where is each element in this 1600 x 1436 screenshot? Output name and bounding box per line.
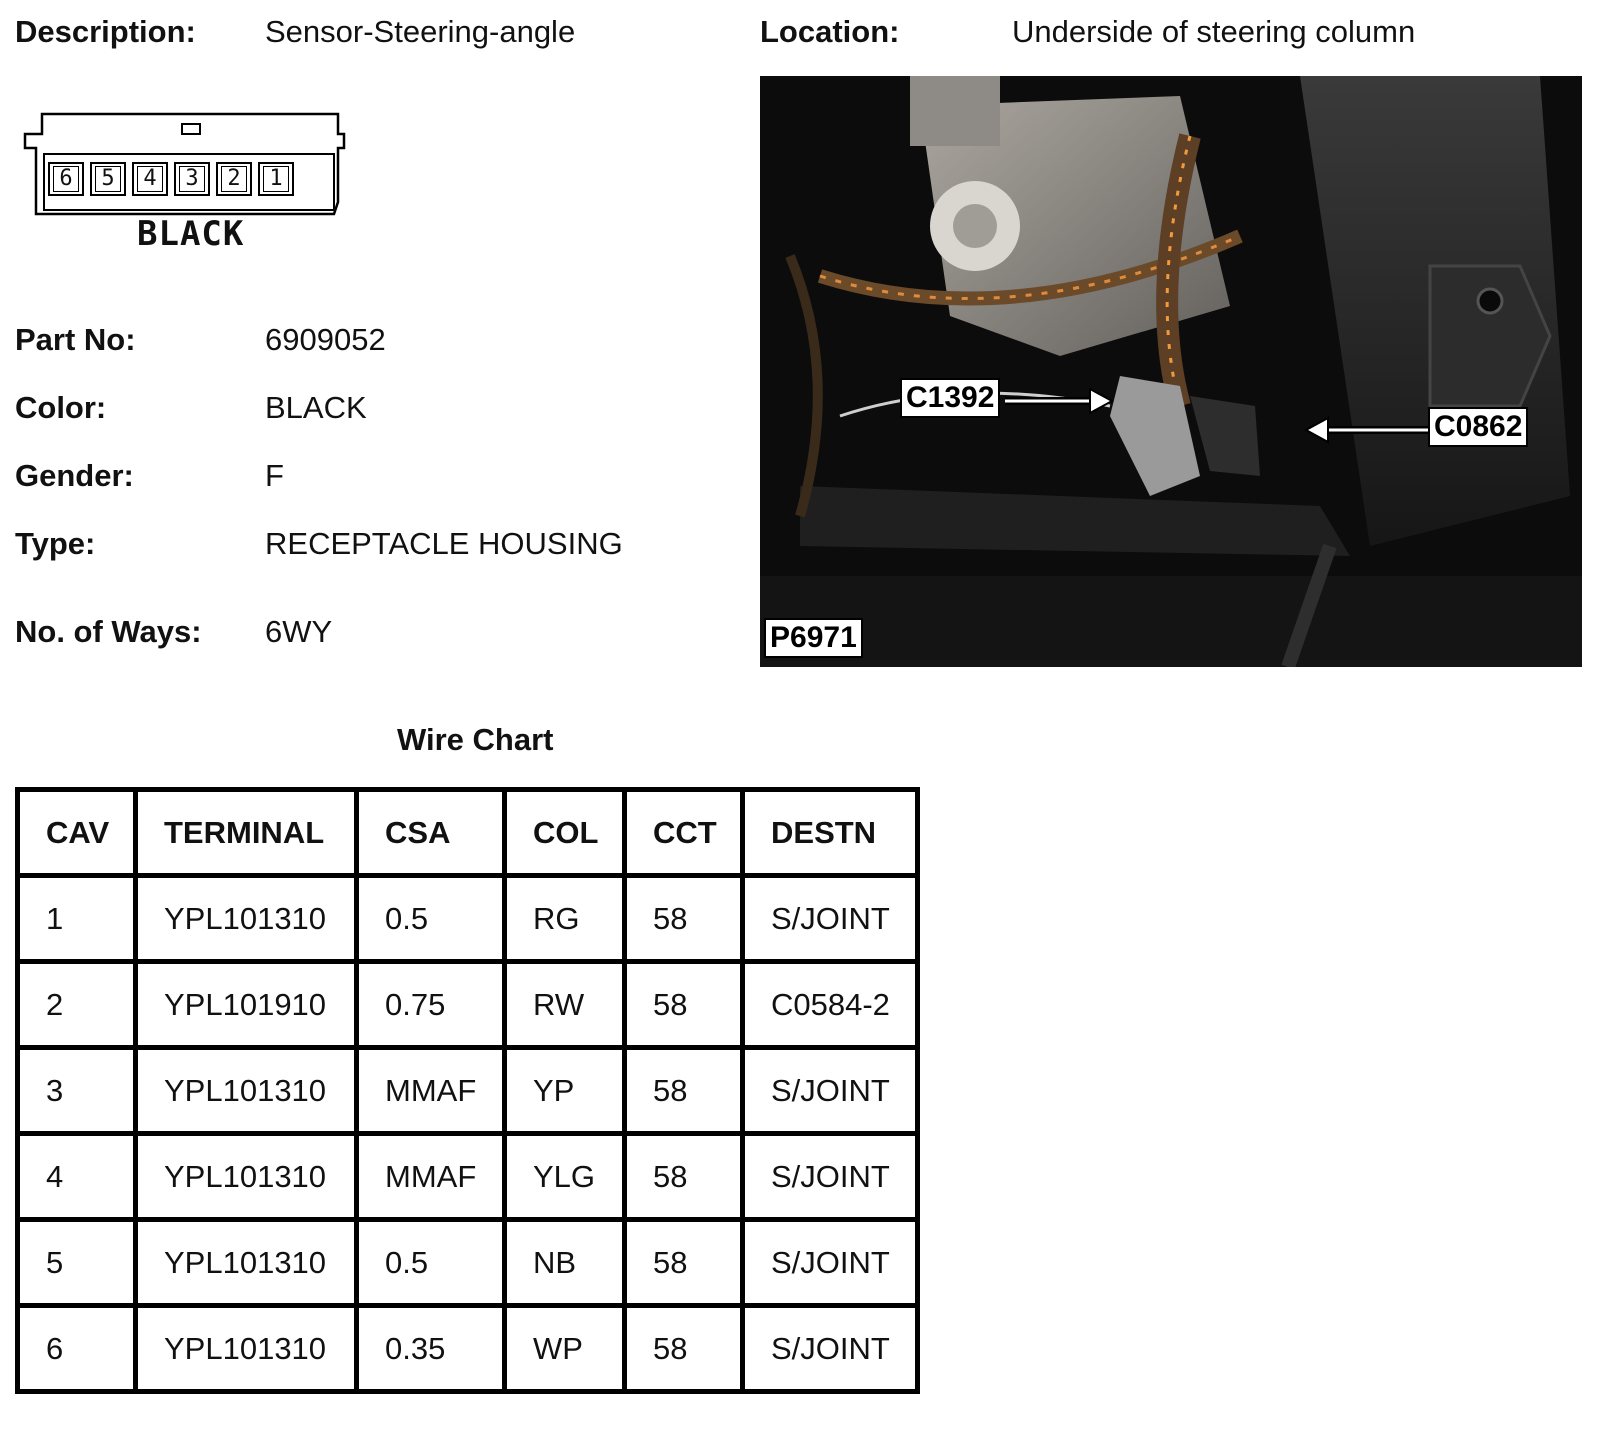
cavity-3 [174,162,210,196]
cell-terminal: YPL101310 [136,1220,357,1306]
table-row [18,962,918,1048]
connector-face-diagram [22,108,352,223]
location-photo [760,76,1582,667]
cell-destn: S/JOINT [743,1220,918,1306]
cell-col: YLG [505,1134,625,1220]
color-value: BLACK [265,390,367,425]
part-no-label: Part No: [15,322,136,357]
header-terminal: TERMINAL [136,790,357,876]
ways-label: No. of Ways: [15,614,202,649]
cavity-6 [48,162,84,196]
cell-col: RG [505,876,625,962]
wire-chart-title: Wire Chart [397,722,554,757]
cavity-2-number: 2 [221,166,247,192]
cell-cav: 4 [18,1134,136,1220]
cavity-5 [90,162,126,196]
table-header-row [18,790,918,876]
cell-destn: C0584-2 [743,962,918,1048]
cell-cav: 6 [18,1306,136,1392]
cavity-4 [132,162,168,196]
header-col: COL [505,790,625,876]
location-value: Underside of steering column [1012,14,1416,49]
cell-col: RW [505,962,625,1048]
description-value: Sensor-Steering-angle [265,14,576,49]
cavity-5-number: 5 [95,166,121,192]
header-cav: CAV [18,790,136,876]
gender-label: Gender: [15,458,134,493]
table-row [18,1220,918,1306]
table-row [18,1048,918,1134]
cell-csa: 0.75 [357,962,505,1048]
header-cct: CCT [625,790,743,876]
cell-terminal: YPL101310 [136,1306,357,1392]
cavity-2 [216,162,252,196]
cell-cav: 1 [18,876,136,962]
callout-c1392: C1392 [900,378,1000,418]
description-label: Description: [15,14,196,49]
table-row [18,1134,918,1220]
photo-id-tag: P6971 [764,618,863,658]
callout-c0862: C0862 [1428,407,1528,447]
cell-col: NB [505,1220,625,1306]
type-label: Type: [15,526,96,561]
cell-terminal: YPL101310 [136,1048,357,1134]
cavity-3-number: 3 [179,166,205,192]
cavity-6-number: 6 [53,166,79,192]
cell-csa: 0.35 [357,1306,505,1392]
header-csa: CSA [357,790,505,876]
cell-cct: 58 [625,1048,743,1134]
cell-terminal: YPL101310 [136,876,357,962]
connector-color-label: BLACK [137,214,245,254]
cell-csa: MMAF [357,1048,505,1134]
cell-csa: 0.5 [357,876,505,962]
cavity-1 [258,162,294,196]
cell-cct: 58 [625,962,743,1048]
cell-destn: S/JOINT [743,1306,918,1392]
type-value: RECEPTACLE HOUSING [265,526,623,561]
cell-destn: S/JOINT [743,1134,918,1220]
cell-terminal: YPL101310 [136,1134,357,1220]
cell-cct: 58 [625,1306,743,1392]
table-row [18,876,918,962]
cell-cct: 58 [625,1134,743,1220]
steering-column-photo-illustration [760,76,1582,667]
gender-value: F [265,458,284,493]
cell-col: YP [505,1048,625,1134]
header-destn: DESTN [743,790,918,876]
cavity-1-number: 1 [263,166,289,192]
cell-cct: 58 [625,876,743,962]
cell-destn: S/JOINT [743,1048,918,1134]
cell-csa: 0.5 [357,1220,505,1306]
cavity-row [48,162,294,196]
cavity-4-number: 4 [137,166,163,192]
cell-cct: 58 [625,1220,743,1306]
cell-csa: MMAF [357,1134,505,1220]
wire-chart-table [15,787,920,1394]
cell-cav: 2 [18,962,136,1048]
table-row [18,1306,918,1392]
cell-terminal: YPL101910 [136,962,357,1048]
cell-cav: 3 [18,1048,136,1134]
location-label: Location: [760,14,900,49]
cell-destn: S/JOINT [743,876,918,962]
ways-value: 6WY [265,614,333,649]
color-label: Color: [15,390,107,425]
cell-col: WP [505,1306,625,1392]
cell-cav: 5 [18,1220,136,1306]
part-no-value: 6909052 [265,322,386,357]
